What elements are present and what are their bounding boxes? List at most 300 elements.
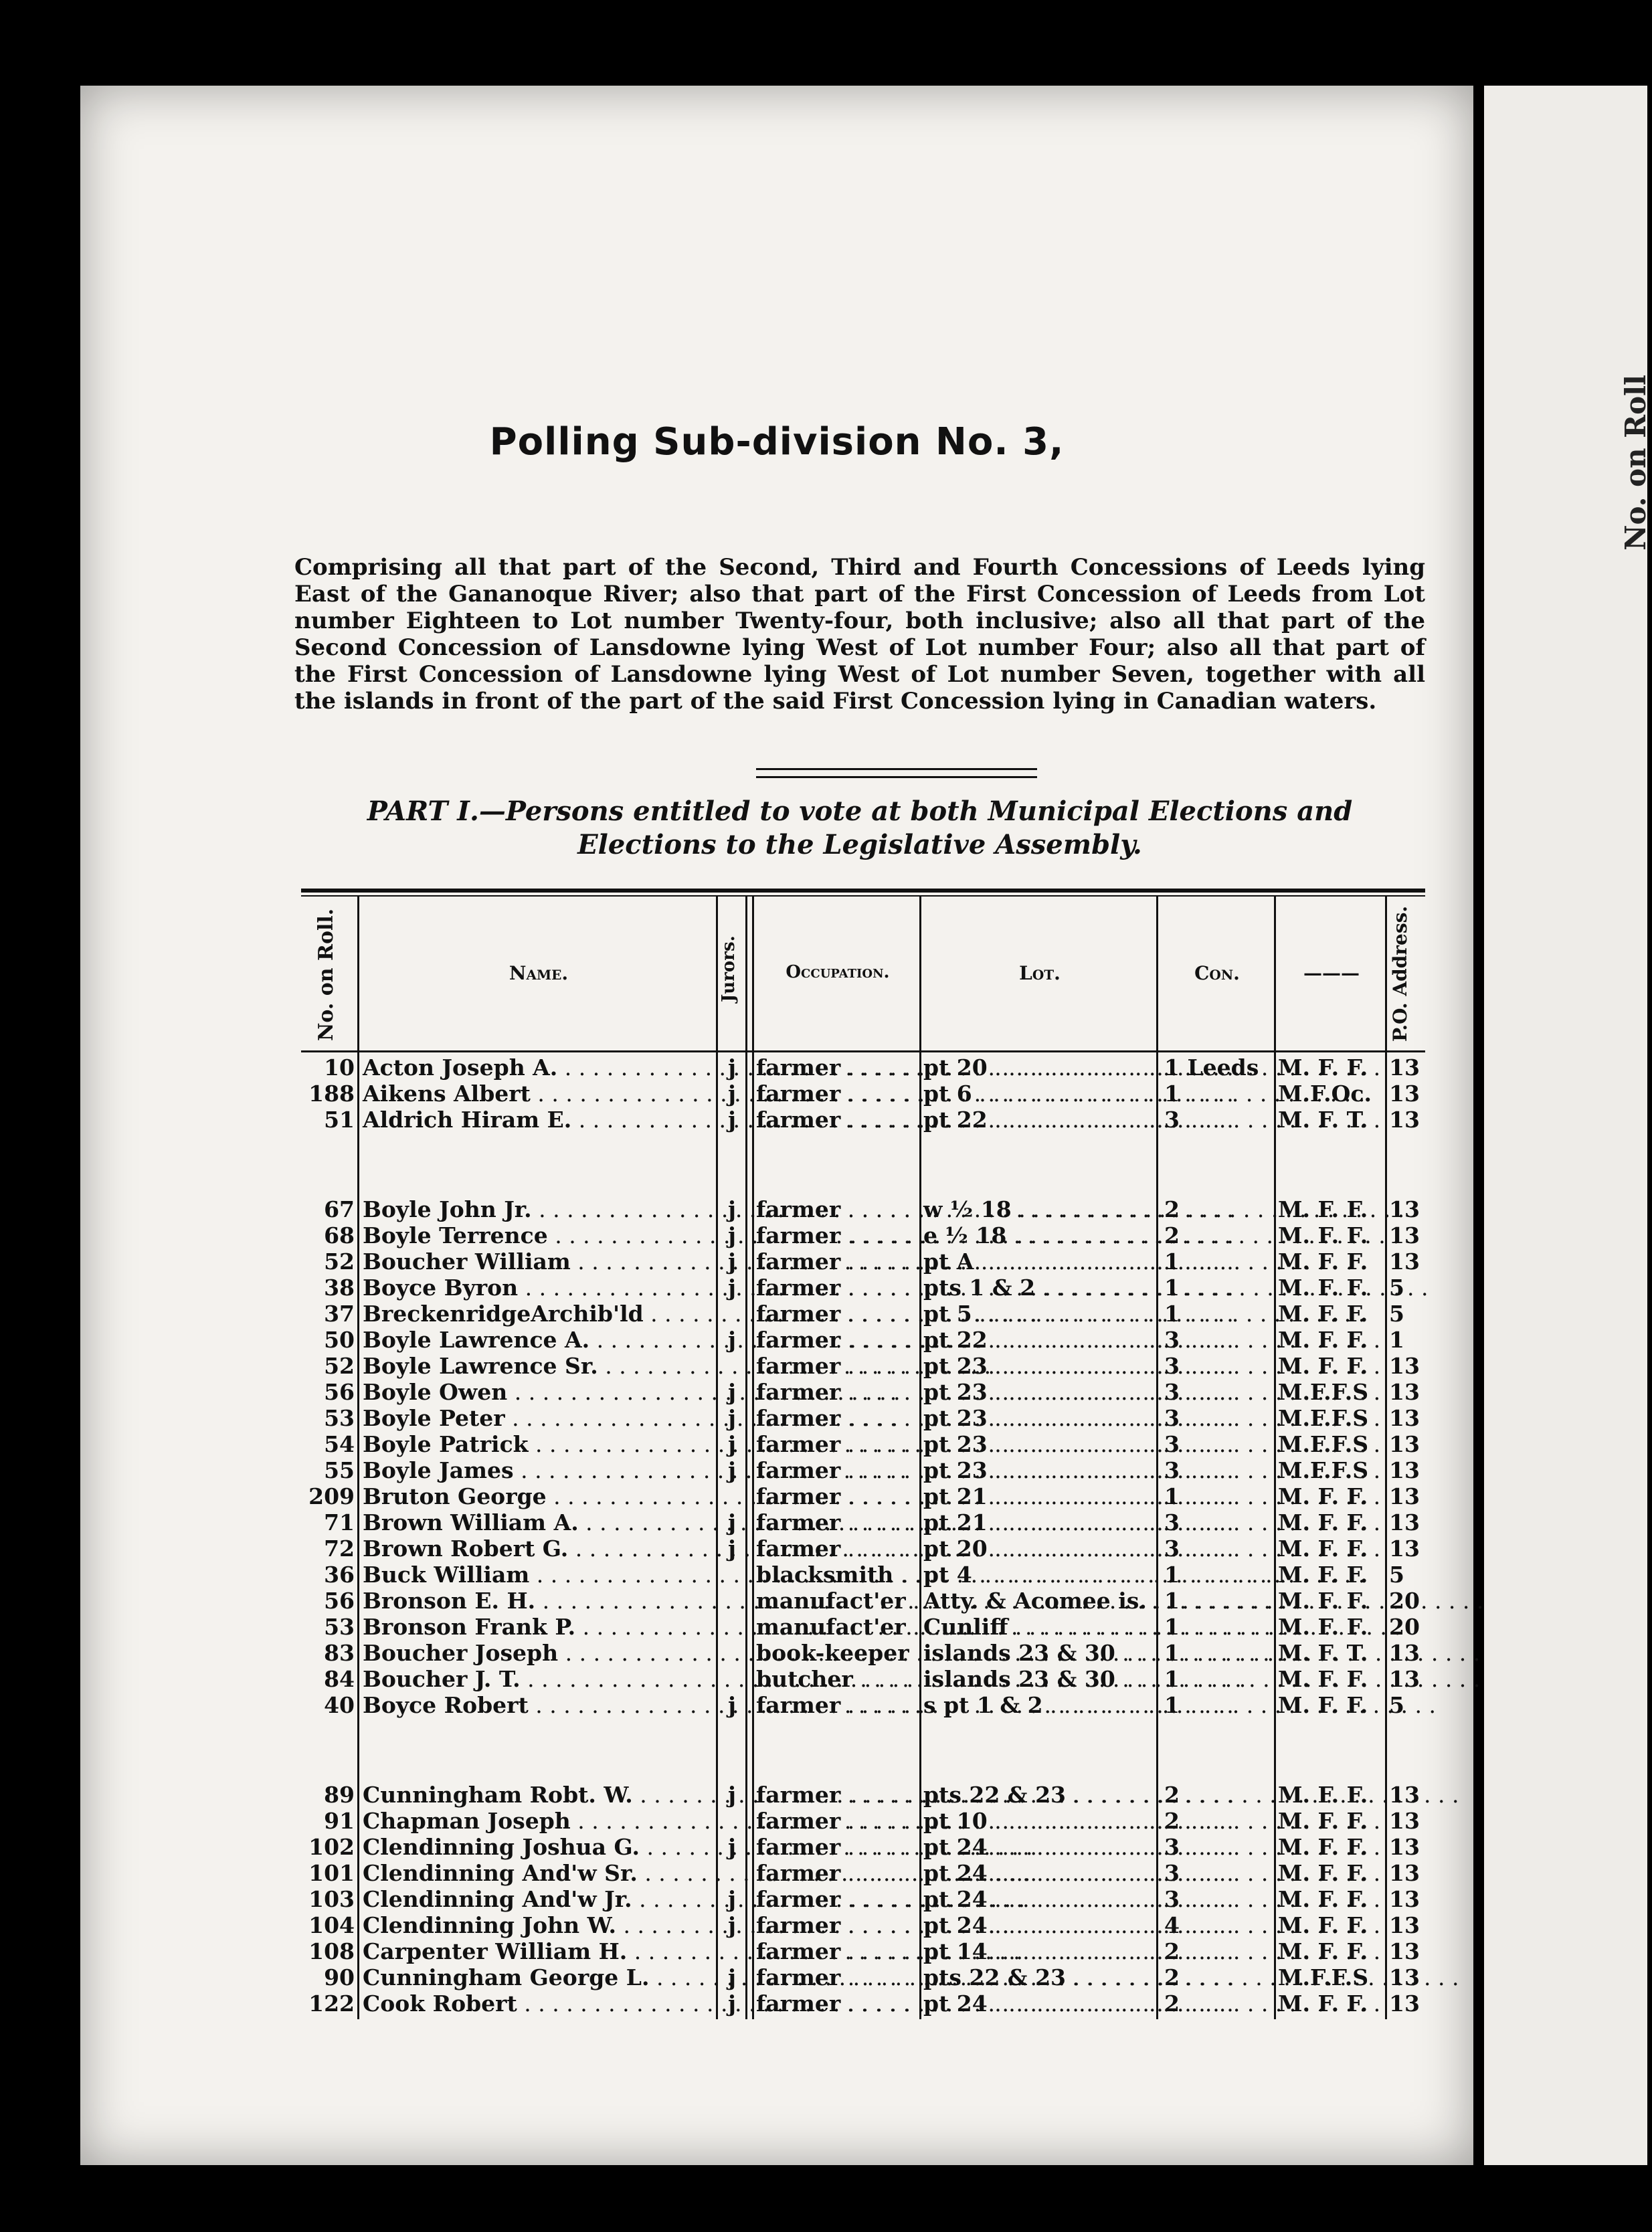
cell-lot: pt 23 . . . bbox=[923, 1457, 1155, 1483]
cell-name: Boyce Byron . . . bbox=[363, 1275, 715, 1301]
cell-name: Aikens Albert . . . bbox=[363, 1081, 715, 1107]
cell-occ: farmer . . . bbox=[756, 1886, 919, 1912]
cell-flags: M. F. F. bbox=[1278, 1692, 1368, 1718]
cell-no: 54 bbox=[324, 1431, 355, 1457]
cell-lot: pt 14 . . . bbox=[923, 1938, 1155, 1964]
cell-occ: farmer . . . bbox=[756, 1938, 919, 1964]
cell-con: 1 bbox=[1164, 1640, 1180, 1666]
cell-occ: farmer . . . bbox=[756, 1483, 919, 1509]
header-po-address: P.O. Address. bbox=[1389, 905, 1411, 1042]
header-con: Con. bbox=[1194, 962, 1240, 984]
cell-con: 3 bbox=[1164, 1327, 1180, 1353]
cell-con: 3 bbox=[1164, 1536, 1180, 1562]
cell-no: 90 bbox=[324, 1964, 355, 1990]
cell-jur: j bbox=[728, 1536, 736, 1562]
cell-lot: pt 24 . . . bbox=[923, 1860, 1155, 1886]
part-heading-line2: Elections to the Legislative Assembly. bbox=[577, 829, 1142, 860]
cell-jur: j bbox=[728, 1782, 736, 1808]
cell-no: 37 bbox=[324, 1301, 355, 1327]
cell-po: 13 bbox=[1389, 1886, 1420, 1912]
cell-no: 55 bbox=[324, 1457, 355, 1483]
cell-con: 2 bbox=[1164, 1782, 1180, 1808]
part-heading bbox=[288, 795, 1432, 862]
cell-jur: j bbox=[728, 1222, 736, 1248]
cell-flags: M. F. T. bbox=[1278, 1640, 1368, 1666]
cell-occ: farmer . . . bbox=[756, 1196, 919, 1222]
cell-jur: j bbox=[728, 1081, 736, 1107]
cell-con: 3 bbox=[1164, 1457, 1180, 1483]
cell-flags: M. F. F. bbox=[1278, 1536, 1368, 1562]
cell-occ: farmer . . . bbox=[756, 1912, 919, 1938]
cell-name: Aldrich Hiram E. . . . bbox=[363, 1107, 715, 1133]
cell-no: 51 bbox=[324, 1107, 355, 1133]
cell-con: 3 bbox=[1164, 1860, 1180, 1886]
cell-flags: M. F. F. bbox=[1278, 1054, 1368, 1081]
cell-no: 38 bbox=[324, 1275, 355, 1301]
cell-no: 104 bbox=[308, 1912, 355, 1938]
cell-jur: j bbox=[728, 1196, 736, 1222]
cell-occ: farmer . . . bbox=[756, 1431, 919, 1457]
cell-con: 3 bbox=[1164, 1431, 1180, 1457]
table-row bbox=[301, 1990, 1425, 2017]
cell-con: 3 bbox=[1164, 1834, 1180, 1860]
cell-po: 13 bbox=[1389, 1782, 1420, 1808]
cell-lot: pts 22 & 23 . . . bbox=[923, 1782, 1155, 1808]
divider-rule bbox=[756, 776, 1037, 778]
cell-jur: j bbox=[728, 1379, 736, 1405]
table-top-rule bbox=[301, 895, 1425, 897]
cell-lot: pt 20 . . . bbox=[923, 1536, 1155, 1562]
header-flags: ——— bbox=[1303, 962, 1360, 984]
cell-po: 13 bbox=[1389, 1081, 1420, 1107]
cell-con: 1 bbox=[1164, 1692, 1180, 1718]
cell-po: 13 bbox=[1389, 1536, 1420, 1562]
cell-con: 1 bbox=[1164, 1666, 1180, 1692]
cell-flags: M.F.F.S bbox=[1278, 1431, 1369, 1457]
cell-po: 13 bbox=[1389, 1353, 1420, 1379]
header-jurors: Jurors. bbox=[719, 935, 739, 1002]
cell-no: 71 bbox=[324, 1509, 355, 1536]
cell-flags: M. F. F. bbox=[1278, 1327, 1368, 1353]
cell-name: Cunningham Robt. W. . . . bbox=[363, 1782, 715, 1808]
cell-po: 13 bbox=[1389, 1808, 1420, 1834]
cell-lot: Cunliff . . . bbox=[923, 1614, 1155, 1640]
cell-jur: j bbox=[728, 1692, 736, 1718]
cell-no: 188 bbox=[308, 1081, 355, 1107]
cell-no: 67 bbox=[324, 1196, 355, 1222]
cell-name: Boyle Owen . . . bbox=[363, 1379, 715, 1405]
cell-po: 13 bbox=[1389, 1938, 1420, 1964]
cell-con: 1 Leeds bbox=[1164, 1054, 1259, 1081]
cell-lot: islands 23 & 30 . . . bbox=[923, 1640, 1155, 1666]
cell-po: 13 bbox=[1389, 1509, 1420, 1536]
cell-flags: M. F. F. bbox=[1278, 1614, 1368, 1640]
cell-name: Boyce Robert . . . bbox=[363, 1692, 715, 1718]
cell-flags: M.F.F.S bbox=[1278, 1379, 1369, 1405]
cell-occ: farmer . . . bbox=[756, 1834, 919, 1860]
divider-rule bbox=[756, 768, 1037, 770]
cell-flags: M. F. F. bbox=[1278, 1196, 1368, 1222]
cell-no: 103 bbox=[308, 1886, 355, 1912]
header-lot: Lot. bbox=[1019, 962, 1061, 984]
cell-con: 3 bbox=[1164, 1107, 1180, 1133]
cell-no: 56 bbox=[324, 1588, 355, 1614]
table-row bbox=[301, 1457, 1425, 1483]
cell-jur: j bbox=[728, 1275, 736, 1301]
cell-no: 53 bbox=[324, 1614, 355, 1640]
cell-po: 5 bbox=[1389, 1301, 1404, 1327]
cell-no: 56 bbox=[324, 1379, 355, 1405]
cell-no: 50 bbox=[324, 1327, 355, 1353]
cell-name: Bruton George . . . bbox=[363, 1483, 715, 1509]
cell-lot: pt 4 . . . bbox=[923, 1562, 1155, 1588]
cell-occ: manufact'er . . . bbox=[756, 1588, 919, 1614]
cell-occ: farmer . . . bbox=[756, 1327, 919, 1353]
table-row bbox=[301, 1275, 1425, 1301]
table-row bbox=[301, 1483, 1425, 1509]
cell-occ: farmer . . . bbox=[756, 1301, 919, 1327]
cell-occ: farmer . . . bbox=[756, 1275, 919, 1301]
header-occupation: Occupation. bbox=[786, 962, 890, 982]
cell-jur: j bbox=[728, 1886, 736, 1912]
cell-po: 13 bbox=[1389, 1107, 1420, 1133]
table-row bbox=[301, 1405, 1425, 1431]
cell-occ: farmer . . . bbox=[756, 1379, 919, 1405]
table-row bbox=[301, 1301, 1425, 1327]
cell-name: Buck William . . . bbox=[363, 1562, 715, 1588]
cell-occ: farmer . . . bbox=[756, 1536, 919, 1562]
cell-flags: M. F. F. bbox=[1278, 1912, 1368, 1938]
cell-occ: farmer . . . bbox=[756, 1457, 919, 1483]
cell-jur: j bbox=[728, 1990, 736, 2017]
cell-occ: manufact'er . . . bbox=[756, 1614, 919, 1640]
cell-name: Bronson Frank P. . . . bbox=[363, 1614, 715, 1640]
cell-occ: butcher . . . bbox=[756, 1666, 919, 1692]
cell-flags: M. F. F. bbox=[1278, 1509, 1368, 1536]
cell-con: 2 bbox=[1164, 1990, 1180, 2017]
cell-name: Chapman Joseph . . . bbox=[363, 1808, 715, 1834]
adjacent-page-text: No. on Roll bbox=[1619, 375, 1652, 551]
cell-no: 108 bbox=[308, 1938, 355, 1964]
cell-name: Cunningham George L. . . . bbox=[363, 1964, 715, 1990]
cell-name: Acton Joseph A. . . . bbox=[363, 1054, 715, 1081]
voters-table-body bbox=[301, 1054, 1425, 2017]
row-spacer bbox=[301, 1133, 1425, 1196]
cell-con: 1 bbox=[1164, 1483, 1180, 1509]
cell-po: 13 bbox=[1389, 1222, 1420, 1248]
cell-name: Boucher Joseph . . . bbox=[363, 1640, 715, 1666]
cell-jur: j bbox=[728, 1457, 736, 1483]
cell-name: Boucher J. T. . . . bbox=[363, 1666, 715, 1692]
cell-name: Clendinning And'w Sr. . . . bbox=[363, 1860, 715, 1886]
cell-name: Boyle Peter . . . bbox=[363, 1405, 715, 1431]
cell-occ: farmer . . . bbox=[756, 1054, 919, 1081]
cell-occ: farmer . . . bbox=[756, 1860, 919, 1886]
cell-lot: pt 24 . . . bbox=[923, 1886, 1155, 1912]
table-row bbox=[301, 1912, 1425, 1938]
cell-occ: blacksmith . . . bbox=[756, 1562, 919, 1588]
table-row bbox=[301, 1782, 1425, 1808]
cell-name: Boyle Patrick . . . bbox=[363, 1431, 715, 1457]
table-row bbox=[301, 1860, 1425, 1886]
cell-con: 2 bbox=[1164, 1964, 1180, 1990]
cell-jur: j bbox=[728, 1834, 736, 1860]
header-no-on-roll: No. on Roll. bbox=[314, 908, 338, 1042]
table-row bbox=[301, 1353, 1425, 1379]
cell-occ: farmer . . . bbox=[756, 1107, 919, 1133]
cell-no: 72 bbox=[324, 1536, 355, 1562]
cell-lot: pt 20 . . . bbox=[923, 1054, 1155, 1081]
cell-lot: pt 23 . . . bbox=[923, 1353, 1155, 1379]
cell-po: 13 bbox=[1389, 1964, 1420, 1990]
cell-no: 52 bbox=[324, 1248, 355, 1275]
cell-po: 13 bbox=[1389, 1431, 1420, 1457]
cell-con: 3 bbox=[1164, 1509, 1180, 1536]
cell-po: 13 bbox=[1389, 1912, 1420, 1938]
cell-con: 2 bbox=[1164, 1808, 1180, 1834]
cell-lot: pt 23 . . . bbox=[923, 1379, 1155, 1405]
cell-no: 101 bbox=[308, 1860, 355, 1886]
cell-po: 13 bbox=[1389, 1834, 1420, 1860]
table-row bbox=[301, 1248, 1425, 1275]
cell-flags: M. F. F. bbox=[1278, 1353, 1368, 1379]
cell-lot: Atty. & Acomee is. . . . bbox=[923, 1588, 1155, 1614]
cell-occ: farmer . . . bbox=[756, 1081, 919, 1107]
cell-lot: pt 24 . . . bbox=[923, 1912, 1155, 1938]
cell-jur: j bbox=[728, 1964, 736, 1990]
cell-con: 3 bbox=[1164, 1379, 1180, 1405]
table-row bbox=[301, 1222, 1425, 1248]
cell-po: 5 bbox=[1389, 1692, 1404, 1718]
table-row bbox=[301, 1536, 1425, 1562]
table-row bbox=[301, 1379, 1425, 1405]
cell-lot: pt 6 . . . bbox=[923, 1081, 1155, 1107]
cell-occ: farmer . . . bbox=[756, 1990, 919, 2017]
cell-occ: farmer . . . bbox=[756, 1964, 919, 1990]
document-page bbox=[80, 86, 1473, 2165]
table-row bbox=[301, 1938, 1425, 1964]
cell-lot: pt 21 . . . bbox=[923, 1483, 1155, 1509]
table-row bbox=[301, 1196, 1425, 1222]
cell-flags: M.F.Oc. bbox=[1278, 1081, 1372, 1107]
cell-lot: pt 24 . . . bbox=[923, 1834, 1155, 1860]
cell-occ: farmer . . . bbox=[756, 1353, 919, 1379]
cell-flags: M. F. F. bbox=[1278, 1248, 1368, 1275]
cell-name: BreckenridgeArchib'ld . . . bbox=[363, 1301, 715, 1327]
cell-flags: M. F. F. bbox=[1278, 1301, 1368, 1327]
cell-flags: M. F. F. bbox=[1278, 1562, 1368, 1588]
cell-po: 13 bbox=[1389, 1054, 1420, 1081]
cell-no: 83 bbox=[324, 1640, 355, 1666]
cell-occ: farmer . . . bbox=[756, 1509, 919, 1536]
cell-con: 2 bbox=[1164, 1938, 1180, 1964]
cell-jur: j bbox=[728, 1431, 736, 1457]
cell-jur: j bbox=[728, 1509, 736, 1536]
cell-con: 1 bbox=[1164, 1081, 1180, 1107]
cell-name: Bronson E. H. . . . bbox=[363, 1588, 715, 1614]
cell-flags: M. F. F. bbox=[1278, 1666, 1368, 1692]
part-heading-line1: PART I.—Persons entitled to vote at both Municipal Elections and bbox=[367, 796, 1353, 827]
cell-name: Cook Robert . . . bbox=[363, 1990, 715, 2017]
cell-occ: book-keeper . . . bbox=[756, 1640, 919, 1666]
cell-jur: j bbox=[728, 1327, 736, 1353]
cell-flags: M.F.F.S bbox=[1278, 1457, 1369, 1483]
cell-po: 13 bbox=[1389, 1860, 1420, 1886]
cell-no: 40 bbox=[324, 1692, 355, 1718]
cell-jur: j bbox=[728, 1107, 736, 1133]
cell-no: 68 bbox=[324, 1222, 355, 1248]
table-row bbox=[301, 1054, 1425, 1081]
cell-name: Brown Robert G. . . . bbox=[363, 1536, 715, 1562]
cell-con: 4 bbox=[1164, 1912, 1180, 1938]
subdivision-description: Comprising all that part of the Second, Third and Fourth Concessions of Leeds lying East of the Gananoque River; also that part of the First Concession of Leeds from Lot number Eighteen to Lot number Twenty-four, both inclusive; also all that part of the Second Concession of Lansdowne lying West of Lot number Four; also all that part of the First Concession of Lansdowne lying West of Lot number Seven, together with all the islands in front of the part of the said First Concession lying in Canadian waters. bbox=[294, 554, 1425, 715]
cell-flags: M. F. F. bbox=[1278, 1834, 1368, 1860]
cell-lot: pt 22 . . . bbox=[923, 1327, 1155, 1353]
cell-no: 122 bbox=[308, 1990, 355, 2017]
cell-po: 13 bbox=[1389, 1483, 1420, 1509]
voters-table bbox=[301, 889, 1425, 2019]
cell-con: 1 bbox=[1164, 1614, 1180, 1640]
cell-flags: M. F. F. bbox=[1278, 1938, 1368, 1964]
cell-lot: pts 1 & 2 . . . bbox=[923, 1275, 1155, 1301]
cell-lot: pt 22 . . . bbox=[923, 1107, 1155, 1133]
cell-occ: farmer . . . bbox=[756, 1782, 919, 1808]
cell-no: 52 bbox=[324, 1353, 355, 1379]
cell-no: 53 bbox=[324, 1405, 355, 1431]
cell-name: Boucher William . . . bbox=[363, 1248, 715, 1275]
cell-no: 89 bbox=[324, 1782, 355, 1808]
cell-po: 5 bbox=[1389, 1275, 1404, 1301]
cell-name: Clendinning Joshua G. . . . bbox=[363, 1834, 715, 1860]
cell-flags: M. F. F. bbox=[1278, 1483, 1368, 1509]
cell-occ: farmer . . . bbox=[756, 1808, 919, 1834]
table-top-rule bbox=[301, 889, 1425, 893]
header-name: Name. bbox=[509, 962, 569, 984]
cell-lot: islands 23 & 30 . . . bbox=[923, 1666, 1155, 1692]
table-row bbox=[301, 1327, 1425, 1353]
cell-name: Boyle James . . . bbox=[363, 1457, 715, 1483]
cell-flags: M. F. F. bbox=[1278, 1808, 1368, 1834]
row-spacer bbox=[301, 1718, 1425, 1782]
cell-po: 13 bbox=[1389, 1405, 1420, 1431]
cell-po: 13 bbox=[1389, 1457, 1420, 1483]
cell-lot: w ½ 18 . . . bbox=[923, 1196, 1155, 1222]
cell-jur: j bbox=[728, 1054, 736, 1081]
cell-con: 3 bbox=[1164, 1886, 1180, 1912]
table-row bbox=[301, 1614, 1425, 1640]
cell-con: 2 bbox=[1164, 1222, 1180, 1248]
table-row bbox=[301, 1692, 1425, 1718]
cell-lot: pt 23 . . . bbox=[923, 1405, 1155, 1431]
header-bottom-rule bbox=[301, 1050, 1425, 1052]
cell-name: Boyle John Jr. . . . bbox=[363, 1196, 715, 1222]
cell-lot: pt A . . . bbox=[923, 1248, 1155, 1275]
cell-jur: j bbox=[728, 1912, 736, 1938]
cell-po: 5 bbox=[1389, 1562, 1404, 1588]
table-row bbox=[301, 1588, 1425, 1614]
cell-po: 1 bbox=[1389, 1327, 1404, 1353]
table-row bbox=[301, 1081, 1425, 1107]
cell-con: 2 bbox=[1164, 1196, 1180, 1222]
cell-con: 3 bbox=[1164, 1353, 1180, 1379]
cell-flags: M.F.F.S bbox=[1278, 1964, 1369, 1990]
cell-flags: M. F. F. bbox=[1278, 1782, 1368, 1808]
cell-name: Boyle Lawrence A. . . . bbox=[363, 1327, 715, 1353]
cell-flags: M. F. F. bbox=[1278, 1275, 1368, 1301]
cell-lot: pt 21 . . . bbox=[923, 1509, 1155, 1536]
table-row bbox=[301, 1107, 1425, 1133]
cell-name: Clendinning John W. . . . bbox=[363, 1912, 715, 1938]
cell-lot: pt 23 . . . bbox=[923, 1431, 1155, 1457]
cell-no: 84 bbox=[324, 1666, 355, 1692]
cell-name: Clendinning And'w Jr. . . . bbox=[363, 1886, 715, 1912]
cell-flags: M. F. F. bbox=[1278, 1222, 1368, 1248]
cell-name: Brown William A. . . . bbox=[363, 1509, 715, 1536]
cell-occ: farmer . . . bbox=[756, 1248, 919, 1275]
cell-name: Boyle Lawrence Sr. . . . bbox=[363, 1353, 715, 1379]
table-row bbox=[301, 1562, 1425, 1588]
cell-lot: pt 24 . . . bbox=[923, 1990, 1155, 2017]
cell-po: 13 bbox=[1389, 1666, 1420, 1692]
cell-lot: pt 10 . . . bbox=[923, 1808, 1155, 1834]
cell-con: 1 bbox=[1164, 1248, 1180, 1275]
cell-lot: e ½ 18 . . . bbox=[923, 1222, 1155, 1248]
cell-po: 13 bbox=[1389, 1990, 1420, 2017]
cell-name: Carpenter William H. . . . bbox=[363, 1938, 715, 1964]
cell-con: 1 bbox=[1164, 1275, 1180, 1301]
table-row bbox=[301, 1886, 1425, 1912]
cell-con: 1 bbox=[1164, 1301, 1180, 1327]
cell-no: 10 bbox=[324, 1054, 355, 1081]
cell-lot: s pt 1 & 2 . . . bbox=[923, 1692, 1155, 1718]
cell-con: 3 bbox=[1164, 1405, 1180, 1431]
cell-occ: farmer . . . bbox=[756, 1692, 919, 1718]
cell-po: 20 bbox=[1389, 1614, 1420, 1640]
table-row bbox=[301, 1964, 1425, 1990]
cell-po: 20 bbox=[1389, 1588, 1420, 1614]
cell-jur: j bbox=[728, 1405, 736, 1431]
cell-con: 1 bbox=[1164, 1562, 1180, 1588]
cell-no: 36 bbox=[324, 1562, 355, 1588]
cell-flags: M. F. F. bbox=[1278, 1588, 1368, 1614]
cell-flags: M. F. F. bbox=[1278, 1886, 1368, 1912]
cell-no: 209 bbox=[308, 1483, 355, 1509]
cell-po: 13 bbox=[1389, 1640, 1420, 1666]
cell-no: 91 bbox=[324, 1808, 355, 1834]
table-row bbox=[301, 1640, 1425, 1666]
table-row bbox=[301, 1808, 1425, 1834]
cell-flags: M. F. F. bbox=[1278, 1860, 1368, 1886]
cell-po: 13 bbox=[1389, 1379, 1420, 1405]
cell-name: Boyle Terrence . . . bbox=[363, 1222, 715, 1248]
cell-flags: M. F. T. bbox=[1278, 1107, 1368, 1133]
cell-occ: farmer . . . bbox=[756, 1405, 919, 1431]
cell-flags: M.F.F.S bbox=[1278, 1405, 1369, 1431]
cell-jur: j bbox=[728, 1248, 736, 1275]
table-row bbox=[301, 1666, 1425, 1692]
cell-flags: M. F. F. bbox=[1278, 1990, 1368, 2017]
table-row bbox=[301, 1834, 1425, 1860]
cell-lot: pts 22 & 23 . . . bbox=[923, 1964, 1155, 1990]
table-row bbox=[301, 1509, 1425, 1536]
cell-po: 13 bbox=[1389, 1196, 1420, 1222]
page-title: Polling Sub-division No. 3, bbox=[489, 420, 1065, 464]
table-row bbox=[301, 1431, 1425, 1457]
cell-con: 1 bbox=[1164, 1588, 1180, 1614]
cell-po: 13 bbox=[1389, 1248, 1420, 1275]
cell-occ: farmer . . . bbox=[756, 1222, 919, 1248]
cell-lot: pt 5 . . . bbox=[923, 1301, 1155, 1327]
